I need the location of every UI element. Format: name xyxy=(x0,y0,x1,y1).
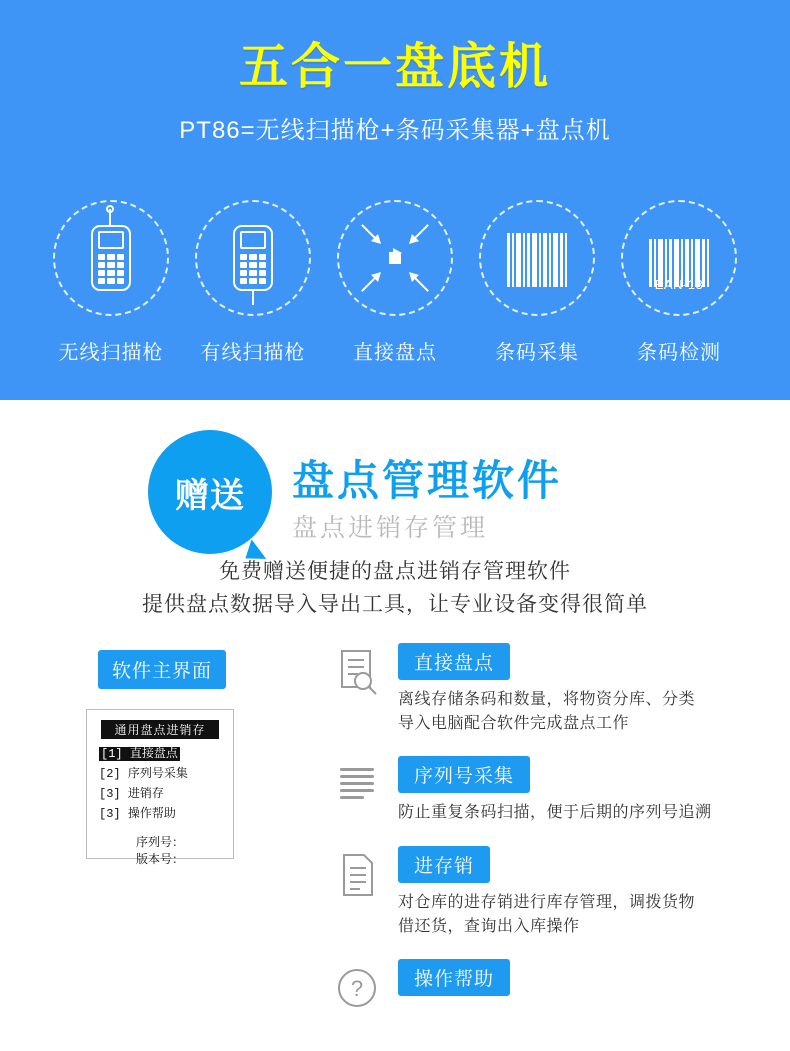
list-lines-icon xyxy=(336,762,380,808)
feature-circle xyxy=(195,200,311,316)
device-version-label: 版本号： xyxy=(135,853,184,868)
feature-circle xyxy=(53,200,169,316)
software-subtitle: 盘点进销存管理 xyxy=(292,514,489,542)
feature-circle xyxy=(621,200,737,316)
gift-badge: 赠送 xyxy=(148,430,272,554)
feature-detail-body xyxy=(398,801,766,825)
barcode-code-label: EAN-13 xyxy=(654,277,704,292)
page-title: 五合一盘底机 xyxy=(238,40,551,94)
software-details xyxy=(0,649,790,1002)
device-menu-item xyxy=(99,744,223,761)
feature-detail-serial-capture xyxy=(336,756,766,826)
feature-detail-body-line-2: 导入电脑配合软件完成盘点工作 xyxy=(398,715,630,733)
feature-item-wireless-scanner xyxy=(40,200,182,365)
feature-detail-body-line-1: 离线存储条码和数量，将物资分库、分类 xyxy=(398,691,696,709)
question-mark-icon xyxy=(336,965,380,1011)
feature-detail-title: 序列号采集 xyxy=(398,756,530,793)
wired-scanner-icon xyxy=(233,225,273,291)
feature-item-barcode-detection xyxy=(608,200,750,365)
feature-detail-body xyxy=(398,891,766,939)
document-lines-icon xyxy=(336,852,380,898)
feature-label: 直接盘点 xyxy=(353,342,437,364)
hero-banner xyxy=(0,0,790,400)
device-menu-item-selected: [1] 直接盘点 xyxy=(101,747,178,762)
device-serial-label: 序列号： xyxy=(135,836,184,851)
software-heading xyxy=(0,422,790,552)
feature-label: 条码检测 xyxy=(637,342,721,364)
feature-circle xyxy=(337,200,453,316)
barcode-icon xyxy=(507,229,567,287)
svg-text:?: ? xyxy=(350,976,364,1002)
feature-detail-direct-inventory xyxy=(336,643,766,736)
feature-detail-title: 进存销 xyxy=(398,846,490,883)
main-ui-tag: 软件主界面 xyxy=(98,650,226,689)
feature-detail-body xyxy=(398,688,766,736)
device-menu-item: [3] 进销存 xyxy=(99,787,164,802)
feature-label: 有线扫描枪 xyxy=(200,342,306,364)
feature-label: 条码采集 xyxy=(495,342,579,364)
feature-item-wired-scanner xyxy=(182,200,324,365)
device-menu-item: [3] 操作帮助 xyxy=(99,807,176,822)
feature-detail-title: 操作帮助 xyxy=(398,959,510,996)
device-screen-preview xyxy=(86,709,234,868)
feature-detail-help xyxy=(336,959,766,1029)
feature-circle xyxy=(479,200,595,316)
software-description xyxy=(0,556,790,621)
device-screen-title: 通用盘点进销存 xyxy=(101,720,219,739)
software-section xyxy=(0,422,790,1051)
page-subtitle: PT86=无线扫描枪+条码采集器+盘点机 xyxy=(179,117,611,144)
feature-detail-body-line-1: 防止重复条码扫描，便于后期的序列号追溯 xyxy=(398,804,712,822)
device-menu-item: [2] 序列号采集 xyxy=(99,767,188,782)
feature-label: 无线扫描枪 xyxy=(58,342,164,364)
software-desc-line-1: 免费赠送便捷的盘点进销存管理软件 xyxy=(219,560,571,583)
feature-detail-list xyxy=(336,643,766,1049)
feature-detail-body-line-1: 对仓库的进存销进行库存管理，调拨货物 xyxy=(398,894,696,912)
wireless-scanner-icon xyxy=(91,225,131,291)
feature-detail-title: 直接盘点 xyxy=(398,643,510,680)
inventory-target-icon xyxy=(356,219,434,297)
software-title: 盘点管理软件 xyxy=(292,457,563,504)
feature-list xyxy=(0,200,790,365)
device-screen-footer xyxy=(97,835,223,870)
software-desc-line-2: 提供盘点数据导入导出工具，让专业设备变得很简单 xyxy=(142,592,648,616)
feature-detail-body-line-2: 借还货，查询出入库操作 xyxy=(398,918,580,936)
feature-item-barcode-capture xyxy=(466,200,608,365)
feature-item-direct-inventory xyxy=(324,200,466,365)
document-search-icon xyxy=(336,649,380,695)
feature-detail-inventory-sales xyxy=(336,846,766,939)
